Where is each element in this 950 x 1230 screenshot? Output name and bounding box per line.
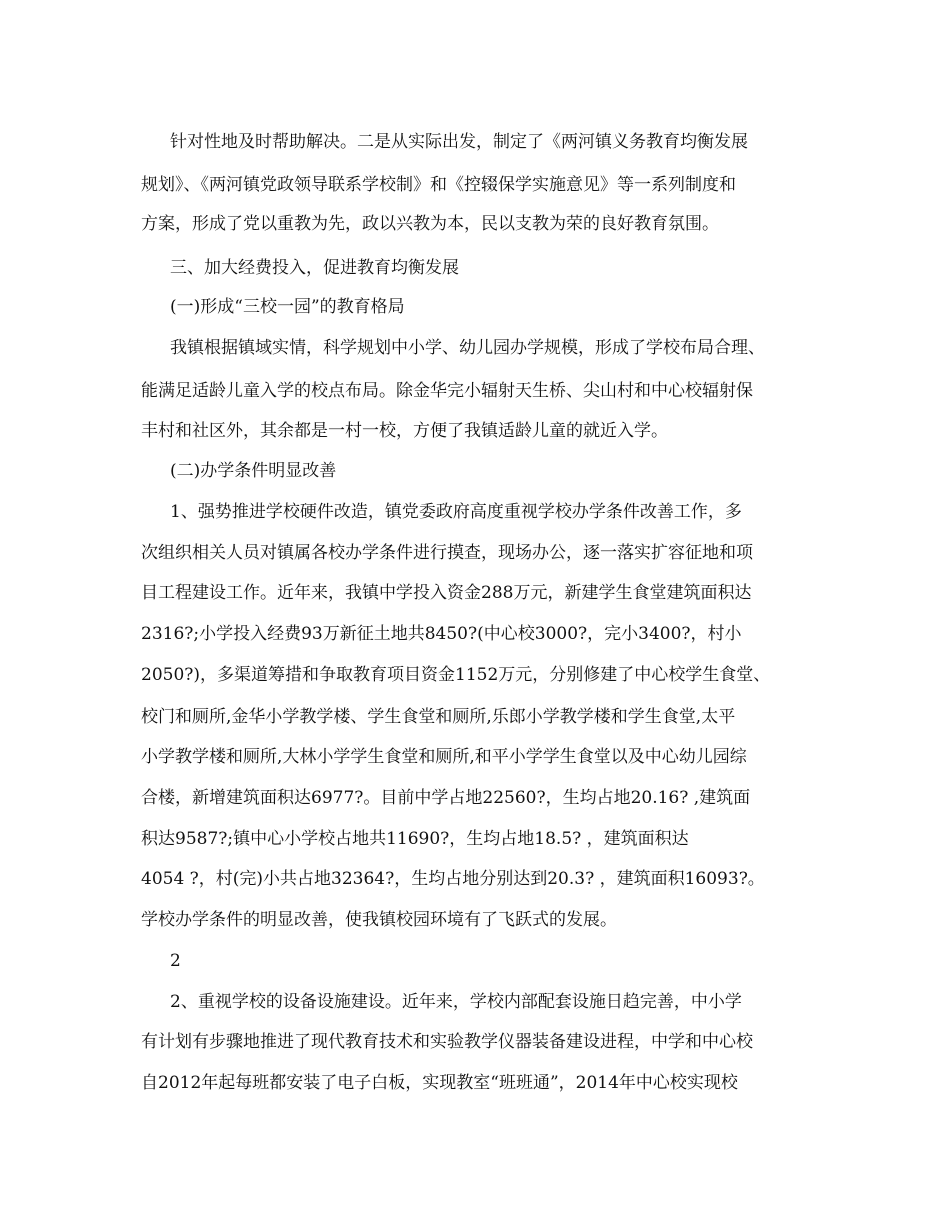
subsection-heading-2: (二)办学条件明显改善 bbox=[170, 461, 337, 481]
text-line-14: 2050?)，多渠道筹措和争取教育项目资金1152万元，分别修建了中心校学生食堂、 bbox=[141, 665, 771, 685]
text-line-17: 合楼，新增建筑面积达6977?。目前中学占地22560?，生均占地20.16? ,建筑面 bbox=[141, 788, 751, 808]
text-line-2: 规划》、《两河镇党政领导联系学校制》和《控辍保学实施意见》等一系列制度和 bbox=[141, 175, 736, 195]
text-line-12: 目工程建设工作。近年来，我镇中学投入资金288万元，新建学生食堂建筑面积达 bbox=[141, 583, 752, 603]
text-line-18: 积达9587?;镇中心小学校占地共11690?，生均占地18.5? ，建筑面积达 bbox=[141, 829, 689, 849]
text-line-1: 针对性地及时帮助解决。二是从实际出发，制定了《两河镇义务教育均衡发展 bbox=[170, 132, 748, 152]
text-line-8: 丰村和社区外，其余都是一村一校，方便了我镇适龄儿童的就近入学。 bbox=[141, 421, 668, 441]
text-line-7: 能满足适龄儿童入学的校点布局。除金华完小辐射天生桥、尖山村和中心校辐射保 bbox=[141, 381, 753, 401]
subsection-heading-1: (一)形成“三校一园”的教育格局 bbox=[170, 297, 405, 317]
text-line-15: 校门和厕所,金华小学教学楼、学生食堂和厕所,乐郎小学教学楼和学生食堂,太平 bbox=[141, 707, 736, 727]
text-line-22: 2、重视学校的设备设施建设。近年来，学校内部配套设施日趋完善，中小学 bbox=[170, 992, 742, 1012]
text-line-13: 2316?;小学投入经费93万新征土地共8450?(中心校3000?，完小3400?，村小 bbox=[141, 624, 742, 644]
text-line-24: 自2012年起每班都安装了电子白板，实现教室“班班通”，2014年中心校实现校 bbox=[141, 1073, 738, 1093]
text-line-19: 4054 ?，村(完)小共占地32364?，生均占地分别达到20.3? ，建筑面积16093?。 bbox=[141, 869, 765, 889]
text-line-23: 有计划有步骤地推进了现代教育技术和实验教学仪器装备建设进程，中学和中心校 bbox=[141, 1032, 753, 1052]
text-line-20: 学校办学条件的明显改善，使我镇校园环境有了飞跃式的发展。 bbox=[141, 910, 617, 930]
page-number: 2 bbox=[170, 951, 181, 971]
text-line-10: 1、强势推进学校硬件改造，镇党委政府高度重视学校办学条件改善工作，多 bbox=[170, 502, 742, 522]
text-line-11: 次组织相关人员对镇属各校办学条件进行摸查，现场办公，逐一落实扩容征地和项 bbox=[141, 543, 753, 563]
text-line-6: 我镇根据镇域实情，科学规划中小学、幼儿园办学规模，形成了学校布局合理、 bbox=[170, 338, 765, 358]
text-line-16: 小学教学楼和厕所,大林小学学生食堂和厕所,和平小学学生食堂以及中心幼儿园综 bbox=[141, 747, 747, 767]
section-heading-3: 三、加大经费投入，促进教育均衡发展 bbox=[170, 258, 459, 278]
text-line-3: 方案，形成了党以重教为先，政以兴教为本，民以支教为荣的良好教育氛围。 bbox=[141, 214, 719, 234]
